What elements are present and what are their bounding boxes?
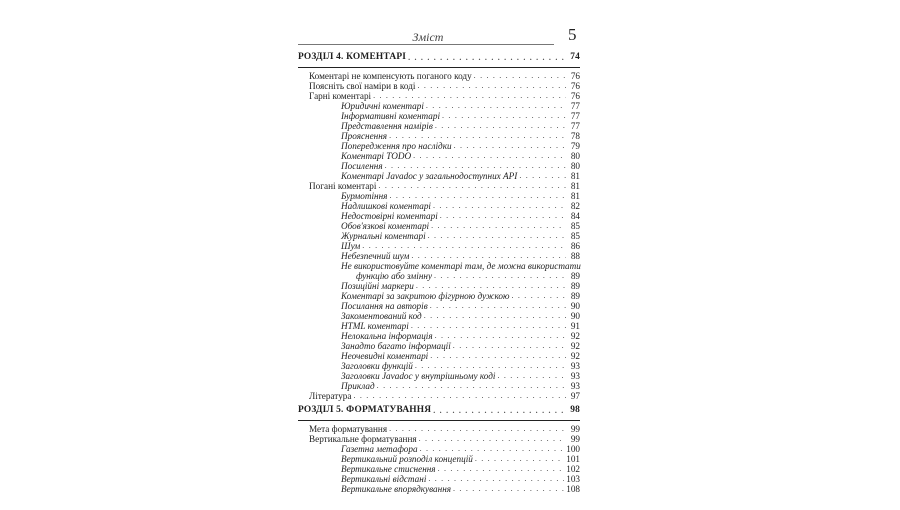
toc-page-number: 93 xyxy=(570,381,580,391)
dot-leader xyxy=(411,251,566,261)
dot-leader xyxy=(420,444,565,454)
toc-entry[interactable] xyxy=(298,361,580,371)
toc-page-number: 92 xyxy=(570,331,580,341)
toc-entry-title: Прояснення xyxy=(341,131,388,141)
toc-entry[interactable] xyxy=(298,251,580,261)
dot-leader xyxy=(411,321,566,331)
toc-entry-title: Нелокальна інформація xyxy=(341,331,433,341)
dot-leader xyxy=(438,464,565,474)
toc-page-number: 85 xyxy=(570,231,580,241)
header-rule xyxy=(298,44,554,45)
toc-page-number: 86 xyxy=(570,241,580,251)
dot-leader xyxy=(430,301,566,311)
page-number: 5 xyxy=(568,25,577,44)
toc-page-number: 80 xyxy=(570,151,580,161)
toc-page-number: 92 xyxy=(570,351,580,361)
toc-entry-title: РОЗДІЛ 4. КОМЕНТАРІ xyxy=(298,52,407,62)
toc-page-number: 89 xyxy=(570,291,580,301)
toc-page-number: 99 xyxy=(570,424,580,434)
toc-page-number: 89 xyxy=(570,271,580,281)
toc-page-number: 78 xyxy=(570,131,580,141)
dot-leader xyxy=(426,101,566,111)
toc-entry-title: Шум xyxy=(341,241,361,251)
dot-leader xyxy=(353,391,566,401)
toc-entry[interactable] xyxy=(298,371,580,381)
toc-entry[interactable] xyxy=(298,181,580,191)
dot-leader xyxy=(408,53,566,63)
toc-entry[interactable] xyxy=(298,424,580,434)
dot-leader xyxy=(454,141,566,151)
toc-page-number: 98 xyxy=(570,405,580,415)
toc-entry-title: Газетна метафора xyxy=(341,444,418,454)
toc-entry-title: HTML коментарі xyxy=(341,321,409,331)
toc-entry[interactable] xyxy=(298,141,580,151)
dot-leader xyxy=(440,211,566,221)
toc-page-number: 93 xyxy=(570,371,580,381)
toc-page-number: 102 xyxy=(566,464,580,474)
dot-leader xyxy=(416,281,566,291)
toc-entry[interactable] xyxy=(298,474,580,484)
dot-leader xyxy=(497,371,566,381)
toc-entry[interactable] xyxy=(298,331,580,341)
toc-entry-title: Представлення намірів xyxy=(341,121,433,131)
toc-page-number: 81 xyxy=(570,191,580,201)
toc-entry[interactable] xyxy=(298,241,580,251)
toc-entry[interactable] xyxy=(298,311,580,321)
toc-page-number: 81 xyxy=(570,181,580,191)
toc-entry-title: Приклад xyxy=(341,381,375,391)
toc-entry[interactable] xyxy=(298,131,580,141)
toc-entry[interactable] xyxy=(298,391,580,401)
toc-entry-title: функцію або змінну xyxy=(356,271,433,281)
toc-page-number: 90 xyxy=(570,311,580,321)
dot-leader xyxy=(433,406,566,416)
toc-entry-line: Не використовуйте коментарі там, де можна використати xyxy=(341,261,581,271)
toc-entry[interactable] xyxy=(298,91,580,101)
toc-entry[interactable] xyxy=(298,434,580,444)
toc-page-number: 76 xyxy=(570,91,580,101)
toc-entry[interactable] xyxy=(298,351,580,361)
dot-leader xyxy=(413,151,566,161)
toc-entry[interactable] xyxy=(298,484,580,494)
toc-entry-title: Юридичні коментарі xyxy=(341,101,424,111)
toc-entry-title: Інформативні коментарі xyxy=(341,111,441,121)
toc-page-number: 82 xyxy=(570,201,580,211)
dot-leader xyxy=(377,381,566,391)
dot-leader xyxy=(435,121,566,131)
toc-page-number: 93 xyxy=(570,361,580,371)
toc-page-number: 97 xyxy=(570,391,580,401)
dot-leader xyxy=(417,81,566,91)
toc-entry[interactable] xyxy=(298,291,580,301)
toc-entry-title: Надлишкові коментарі xyxy=(341,201,431,211)
toc-entry[interactable] xyxy=(298,454,580,464)
toc-entry-title: Поясніть свої наміри в коді xyxy=(309,81,416,91)
toc-entry[interactable] xyxy=(298,161,580,171)
toc-entry-title: Коментарі TODO xyxy=(341,151,412,161)
toc-entry-title: Заголовки Javadoc у внутрішньому коді xyxy=(341,371,496,381)
toc-entry[interactable] xyxy=(298,81,580,91)
toc-entry[interactable] xyxy=(298,444,580,454)
toc-page-number: 92 xyxy=(570,341,580,351)
toc-entry[interactable] xyxy=(298,201,580,211)
dot-leader xyxy=(430,351,566,361)
toc-entry[interactable] xyxy=(298,101,580,111)
dot-leader xyxy=(433,201,566,211)
toc-entry-title: Вертикальні відстані xyxy=(341,474,427,484)
dot-leader xyxy=(512,291,567,301)
toc-page-number: 99 xyxy=(570,434,580,444)
dot-leader xyxy=(428,231,566,241)
toc-page-number: 79 xyxy=(570,141,580,151)
toc-entry[interactable] xyxy=(298,281,580,291)
dot-leader xyxy=(475,454,564,464)
toc-page-number: 88 xyxy=(570,251,580,261)
toc-entry-title: Коментарі Javadoc у загальнодоступних API xyxy=(341,171,518,181)
dot-leader xyxy=(428,474,564,484)
toc-entry-title: Посилання на авторів xyxy=(341,301,428,311)
toc-page-number: 100 xyxy=(566,444,580,454)
toc-page-number: 90 xyxy=(570,301,580,311)
toc-page-number: 76 xyxy=(570,81,580,91)
toc-entry[interactable] xyxy=(298,341,580,351)
toc-entry[interactable] xyxy=(298,321,580,331)
dot-leader xyxy=(434,271,566,281)
toc-entry[interactable] xyxy=(298,381,580,391)
dot-leader xyxy=(419,434,566,444)
toc-entry-title: Заголовки функцій xyxy=(341,361,413,371)
dot-leader xyxy=(378,181,566,191)
dot-leader xyxy=(435,331,566,341)
toc-entry[interactable] xyxy=(298,191,580,201)
toc-page-number: 80 xyxy=(570,161,580,171)
dot-leader xyxy=(474,71,566,81)
toc-entry-title: Погані коментарі xyxy=(309,181,377,191)
toc-page-number: 81 xyxy=(570,171,580,181)
toc-page-number: 84 xyxy=(570,211,580,221)
toc-entry[interactable] xyxy=(298,464,580,474)
dot-leader xyxy=(389,191,566,201)
toc-entry[interactable] xyxy=(298,71,580,81)
toc-page-number: 108 xyxy=(566,484,580,494)
toc-entry-title: РОЗДІЛ 5. ФОРМАТУВАННЯ xyxy=(298,405,432,415)
dot-leader xyxy=(385,161,566,171)
toc-page-number: 76 xyxy=(570,71,580,81)
dot-leader xyxy=(415,361,566,371)
toc-page-number: 74 xyxy=(570,52,580,62)
dot-leader xyxy=(362,241,566,251)
toc-page-number: 77 xyxy=(570,111,580,121)
dot-leader xyxy=(424,311,566,321)
dot-leader xyxy=(389,131,566,141)
toc-page-number: 103 xyxy=(566,474,580,484)
toc-entry-title: Журнальні коментарі xyxy=(341,231,426,241)
toc-page-number: 91 xyxy=(570,321,580,331)
dot-leader xyxy=(373,91,566,101)
toc-section-entry[interactable] xyxy=(298,52,580,63)
toc-entry-title: Обов'язкові коментарі xyxy=(341,221,430,231)
toc-entry-title: Недостовірні коментарі xyxy=(341,211,438,221)
toc-entry[interactable] xyxy=(298,151,580,161)
toc-entry[interactable] xyxy=(298,231,580,241)
toc-page-number: 77 xyxy=(570,121,580,131)
toc-entry-title: Попередження про наслідки xyxy=(341,141,452,151)
toc-entry-title: Занадто багато інформації xyxy=(341,341,451,351)
dot-leader xyxy=(442,111,566,121)
running-header-title: Зміст xyxy=(412,30,444,44)
dot-leader xyxy=(453,341,566,351)
toc-section-entry[interactable] xyxy=(298,405,580,416)
toc-page-number: 101 xyxy=(566,454,580,464)
toc-entry[interactable] xyxy=(298,301,580,311)
toc-entry[interactable] xyxy=(298,211,580,221)
table-of-contents xyxy=(298,52,580,494)
toc-entry-title: Коментарі за закритою фігурною дужкою xyxy=(341,291,510,301)
toc-entry[interactable] xyxy=(298,121,580,131)
toc-entry-title: Позиційні маркери xyxy=(341,281,414,291)
toc-entry[interactable] xyxy=(298,271,580,281)
toc-entry[interactable] xyxy=(298,111,580,121)
toc-entry-title: Література xyxy=(309,391,352,401)
toc-entry-title: Неочевидні коментарі xyxy=(341,351,429,361)
dot-leader xyxy=(389,424,566,434)
toc-entry[interactable] xyxy=(298,221,580,231)
toc-page-number: 89 xyxy=(570,281,580,291)
toc-entry-title: Коментарі не компенсують поганого коду xyxy=(309,71,472,81)
toc-entry-title: Вертикальне впорядкування xyxy=(341,484,452,494)
toc-entry-title: Вертикальний розподіл концепцій xyxy=(341,454,473,464)
dot-leader xyxy=(453,484,564,494)
toc-entry-title: Небезпечний шум xyxy=(341,251,410,261)
toc-entry-title: Мета форматування xyxy=(309,424,388,434)
dot-leader xyxy=(431,221,566,231)
toc-entry-title: Гарні коментарі xyxy=(309,91,372,101)
toc-page-number: 85 xyxy=(570,221,580,231)
toc-entry[interactable] xyxy=(298,171,580,181)
toc-page-number: 77 xyxy=(570,101,580,111)
toc-entry-title: Бурмотіння xyxy=(341,191,388,201)
toc-entry-title: Посилення xyxy=(341,161,383,171)
toc-entry-title: Закоментований код xyxy=(341,311,422,321)
toc-entry-title: Вертикальне форматування xyxy=(309,434,417,444)
dot-leader xyxy=(519,171,566,181)
toc-entry-title: Вертикальне стиснення xyxy=(341,464,436,474)
